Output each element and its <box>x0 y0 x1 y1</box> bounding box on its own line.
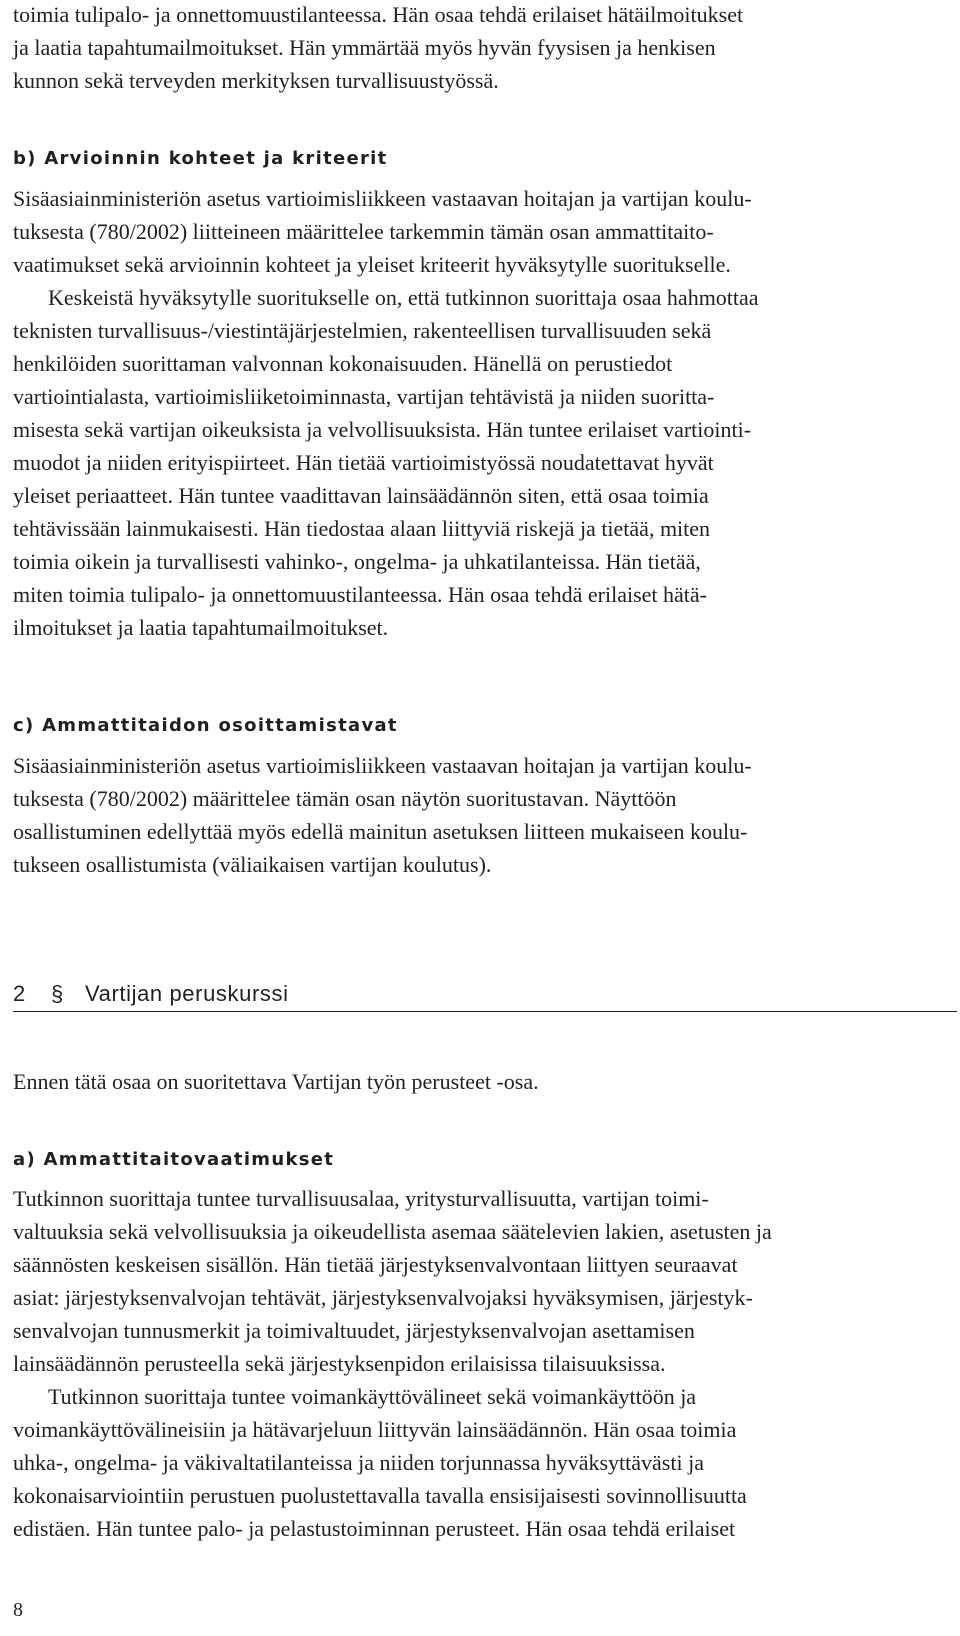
section-symbol: § <box>51 981 64 1006</box>
body-line: tukseen osallistumista (väliaikaisen vartijan koulutus). <box>13 852 492 877</box>
body-line: muodot ja niiden erityispiirteet. Hän tietää vartioimistyössä noudatettavat hyvät <box>13 450 714 475</box>
body-line: Sisäasiainministeriön asetus vartioimisliikkeen vastaavan hoitajan ja vartijan koulu- <box>13 753 752 778</box>
body-line: kokonaisarviointiin perustuen puolustettavalla tavalla ensisijaisesti sovinnollisuutta <box>13 1483 747 1508</box>
body-line: uhka-, ongelma- ja väkivaltatilanteissa ja niiden torjunnassa hyväksyttävästi ja <box>13 1450 704 1475</box>
body-line: tuksesta (780/2002) liitteineen määrittelee tarkemmin tämän osan ammattitaito- <box>13 219 714 244</box>
body-line: lainsäädännön perusteella sekä järjestyksenpidon erilaisissa tilaisuuksissa. <box>13 1351 666 1376</box>
body-line: senvalvojan tunnusmerkit ja toimivaltuudet, järjestyksenvalvojan asettamisen <box>13 1318 695 1343</box>
body-line: Sisäasiainministeriön asetus vartioimisliikkeen vastaavan hoitajan ja vartijan koulu- <box>13 186 752 211</box>
body-line: valtuuksia sekä velvollisuuksia ja oikeudellista asemaa säätelevien lakien, asetusten ja <box>13 1219 772 1244</box>
body-line: edistäen. Hän tuntee palo- ja pelastustoiminnan perusteet. Hän osaa tehdä erilaiset <box>13 1516 736 1541</box>
body-line: osallistuminen edellyttää myös edellä mainitun asetuksen liitteen mukaiseen koulu- <box>13 819 748 844</box>
body-line: kunnon sekä terveyden merkityksen turvallisuustyössä. <box>13 68 499 93</box>
body-line: yleiset periaatteet. Hän tuntee vaadittavan lainsäädännön siten, että osaa toimia <box>13 483 709 508</box>
page-number: 8 <box>13 1599 23 1621</box>
body-line: toimia oikein ja turvallisesti vahinko-, ongelma- ja uhkatilanteissa. Hän tietää, <box>13 549 701 574</box>
body-line: asiat: järjestyksenvalvojan tehtävät, järjestyksenvalvojaksi hyväksymisen, järjestyk- <box>13 1285 753 1310</box>
body-line: Tutkinnon suorittaja tuntee voimankäyttövälineet sekä voimankäyttöön ja <box>48 1384 697 1409</box>
body-line: säännösten keskeisen sisällön. Hän tietää järjestyksenvalvontaan liittyen seuraavat <box>13 1252 738 1277</box>
body-line: teknisten turvallisuus-/viestintäjärjestelmien, rakenteellisen turvallisuuden sekä <box>13 318 712 343</box>
body-line: vartiointialasta, vartioimisliiketoiminnasta, vartijan tehtävistä ja niiden suoritta- <box>13 384 715 409</box>
section-title-text: Vartijan peruskurssi <box>85 981 289 1006</box>
body-line: toimia tulipalo- ja onnettomuustilanteessa. Hän osaa tehdä erilaiset hätäilmoitukset <box>13 2 744 27</box>
body-line: Tutkinnon suorittaja tuntee turvallisuusalaa, yritysturvallisuutta, vartijan toimi- <box>13 1186 709 1211</box>
section-title <box>13 980 289 1008</box>
body-line: henkilöiden suorittaman valvonnan kokonaisuuden. Hänellä on perustiedot <box>13 351 673 376</box>
section-heading-b: b) Arvioinnin kohteet ja kriteerit <box>13 148 388 169</box>
body-line: vaatimukset sekä arvioinnin kohteet ja yleiset kriteerit hyväksytylle suoritukselle. <box>13 252 731 277</box>
section-number: 2 <box>13 981 26 1006</box>
title-underline <box>13 1011 957 1012</box>
body-line: tehtävissään lainmukaisesti. Hän tiedostaa alaan liittyviä riskejä ja tietää, miten <box>13 516 711 541</box>
body-line: voimankäyttövälineisiin ja hätävarjeluun liittyvän lainsäädännön. Hän osaa toimia <box>13 1417 737 1442</box>
body-line: miten toimia tulipalo- ja onnettomuustilanteessa. Hän osaa tehdä erilaiset hätä- <box>13 582 708 607</box>
body-line: ja laatia tapahtumailmoitukset. Hän ymmärtää myös hyvän fyysisen ja henkisen <box>13 35 716 60</box>
section-heading-a: a) Ammattitaitovaatimukset <box>13 1149 335 1170</box>
section-intro: Ennen tätä osaa on suoritettava Vartijan työn perusteet -osa. <box>13 1069 539 1094</box>
body-line: misesta sekä vartijan oikeuksista ja velvollisuuksista. Hän tuntee erilaiset vartiointi- <box>13 417 752 442</box>
body-line: Keskeistä hyväksytylle suoritukselle on, että tutkinnon suorittaja osaa hahmottaa <box>48 285 759 310</box>
body-line: ilmoitukset ja laatia tapahtumailmoitukset. <box>13 615 389 640</box>
section-heading-c: c) Ammattitaidon osoittamistavat <box>13 715 398 736</box>
body-line: tuksesta (780/2002) määrittelee tämän osan näytön suoritustavan. Näyttöön <box>13 786 677 811</box>
